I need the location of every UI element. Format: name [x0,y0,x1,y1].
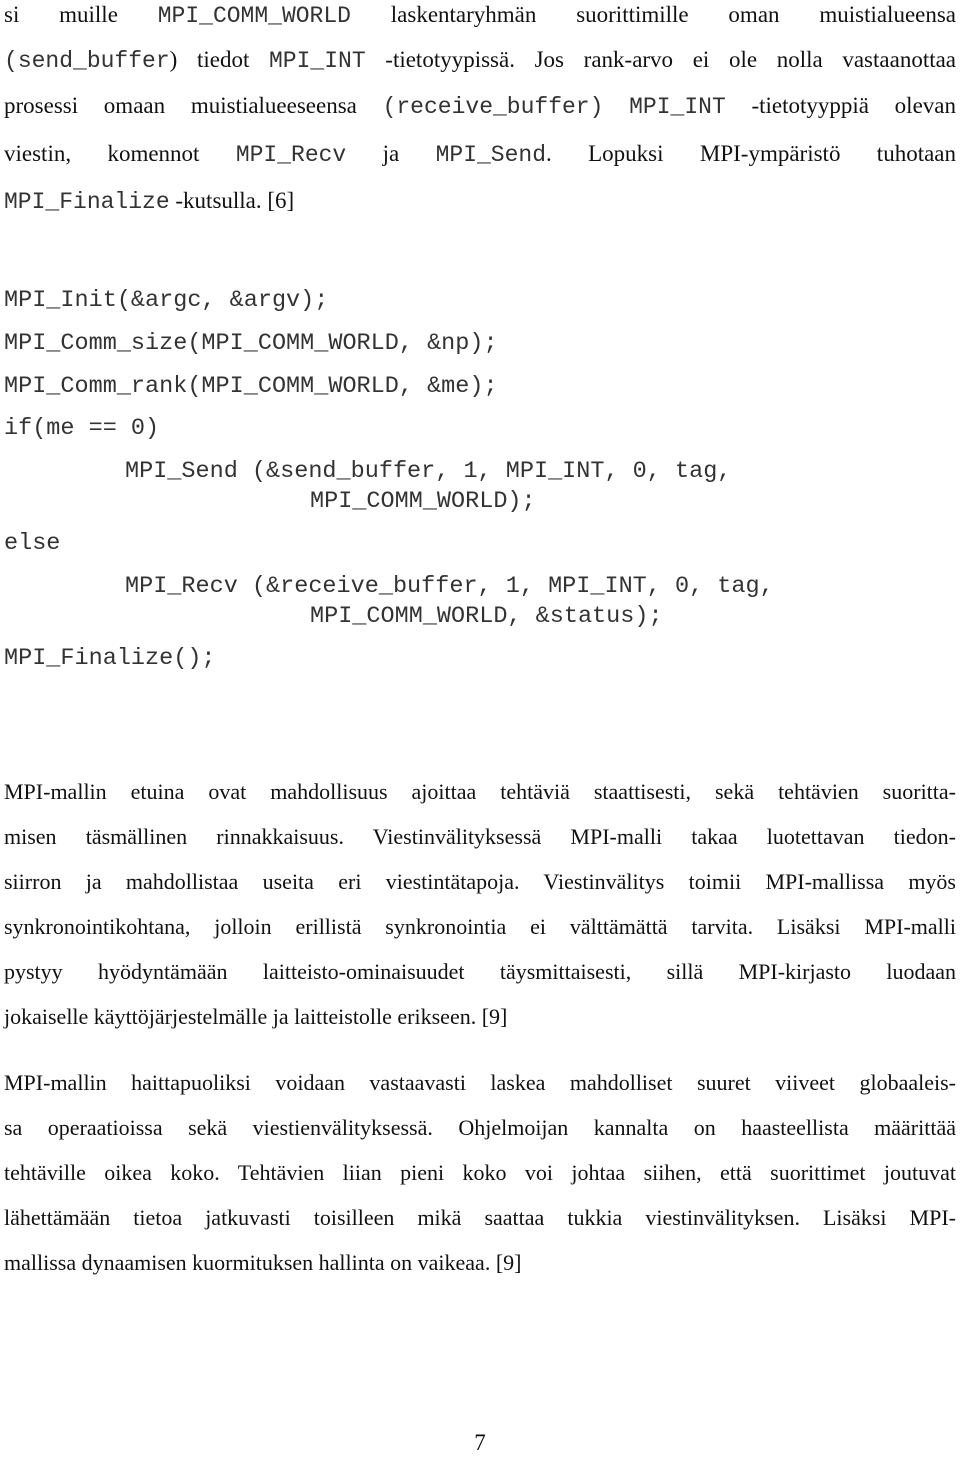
inline-code: MPI_COMM_WORLD [157,3,351,29]
text-run: -tietotyypissä. Jos rank-arvo ei ole nolla vastaanottaa [385,47,957,72]
code-line: MPI_Recv (&receive_buffer, 1, MPI_INT, 0, tag, [125,573,774,600]
paragraph-line: siirron ja mahdollistaa useita eri viestintätapoja. Viestinvälitys toimii MPI-mallissa myös [4,869,956,894]
code-line: MPI_Comm_rank(MPI_COMM_WORLD, &me); [4,373,498,400]
paragraph-line: mallissa dynaamisen kuormituksen hallinta on vaikeaa. [9] [4,1250,522,1275]
paragraph-line: synkronointikohtana, jolloin erillistä synkronointia ei välttämättä tarvita. Lisäksi MPI-malli [4,914,956,939]
code-line: MPI_COMM_WORLD); [310,488,536,515]
paragraph-line: tehtäville oikea koko. Tehtävien liian pieni koko voi johtaa siihen, että suorittimet joutuvat [4,1160,956,1185]
code-line: MPI_Comm_size(MPI_COMM_WORLD, &np); [4,330,498,357]
text-run: si muille [4,2,118,27]
paragraph-line: lähettämään tietoa jatkuvasti toisilleen mikä saattaa tukkia viestinvälityksen. Lisäksi MPI- [4,1205,956,1230]
text-run: ) tiedot [169,47,250,72]
text-run: viestin, komennot [4,141,200,166]
paragraph-line: jokaiselle käyttöjärjestelmälle ja laitteistolle erikseen. [9] [4,1004,508,1029]
intro-line-3 [4,91,956,122]
paragraph-line: MPI-mallin etuina ovat mahdollisuus ajoittaa tehtäviä staattisesti, sekä tehtävien suoritta- [4,779,956,804]
code-line: MPI_Init(&argc, &argv); [4,287,329,314]
inline-code: ( [4,48,18,74]
inline-code: MPI_INT [629,94,726,120]
text-run: laskentaryhmän suorittimille oman muistialueensa [390,2,957,27]
code-line: MPI_Finalize(); [4,645,216,672]
intro-line-4 [4,139,956,170]
code-line: MPI_Send (&send_buffer, 1, MPI_INT, 0, tag, [125,458,732,485]
paragraph-line: pystyy hyödyntämään laitteisto-ominaisuudet täysmittaisesti, sillä MPI-kirjasto luodaan [4,959,956,984]
text-run: -kutsulla. [6] [175,188,295,213]
inline-code: MPI_Recv [235,142,347,168]
code-line: if(me == 0) [4,415,160,442]
text-run: prosessi omaan muistialueeseensa [4,93,357,118]
paragraph-line: sa operaatioissa sekä viestienvälityksessä. Ohjelmoijan kannalta on haasteellista määrittää [4,1115,956,1140]
page-number: 7 [474,1430,486,1455]
code-line: else [4,530,61,557]
intro-line-2 [4,45,956,76]
inline-code: MPI_Send [435,142,547,168]
inline-code: (receive_buffer) [382,94,604,120]
intro-line-5 [4,186,956,217]
inline-code: MPI_INT [269,48,366,74]
code-line: MPI_COMM_WORLD, &status); [310,603,663,630]
text-run: -tietotyyppiä olevan [751,93,956,118]
intro-line-1 [4,0,956,31]
inline-code: MPI_Finalize [4,189,170,215]
text-run: ja [382,141,400,166]
paragraph-line: MPI-mallin haittapuoliksi voidaan vastaavasti laskea mahdolliset suuret viiveet globaaleis- [4,1070,956,1095]
inline-code: send_buffer [17,48,170,74]
text-run: . Lopuksi MPI-ympäristö tuhotaan [546,141,957,166]
paragraph-line: misen täsmällinen rinnakkaisuus. Viestinvälityksessä MPI-malli takaa luotettavan tiedon- [4,824,956,849]
